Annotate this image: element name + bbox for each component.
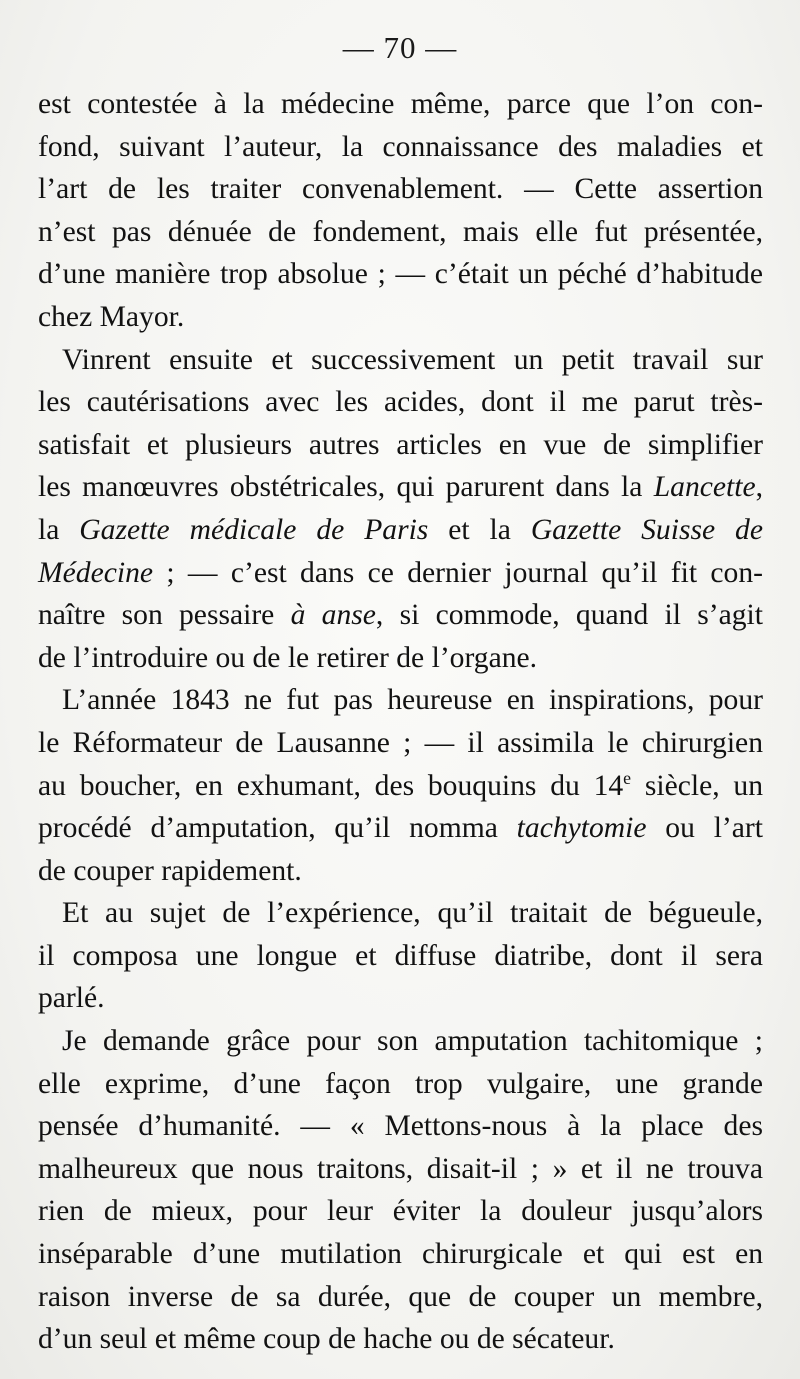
text-line: malheureux que nous traitons, disait-il ; » et il ne trouva <box>38 1152 763 1185</box>
text-line: L’année 1843 ne fut pas heureuse en inspirations, pour <box>62 684 763 717</box>
text-line: pensée d’humanité. — « Mettons-nous à la place des <box>38 1110 763 1143</box>
text-line: satisfait et plusieurs autres articles en vue de simplifier <box>38 428 763 461</box>
emphasis: tachytomie <box>516 812 647 845</box>
text-run: siècle, un <box>631 769 763 802</box>
text-line: d’un seul et même coup de hache ou de sécateur. <box>38 1323 615 1356</box>
text-run: procédé d’amputation, qu’il nomma <box>38 812 517 845</box>
emphasis: à anse <box>290 599 376 632</box>
text-line <box>38 765 763 808</box>
text-run: la <box>38 513 80 546</box>
text-line <box>38 552 763 595</box>
text-line: de couper rapidement. <box>38 854 302 887</box>
text-line: il composa une longue et diffuse diatribe, dont il sera <box>38 939 763 972</box>
paragraph <box>38 892 763 1020</box>
text-line <box>38 807 763 850</box>
text-line: chez Mayor. <box>38 300 185 333</box>
text-run: ; — c’est dans ce dernier journal qu’il fit con- <box>153 556 763 589</box>
paragraph <box>38 679 763 892</box>
text-line: rien de mieux, pour leur éviter la douleur jusqu’alors <box>38 1195 763 1228</box>
journal-title: Lancette <box>653 471 756 504</box>
body-text <box>38 83 763 1361</box>
superscript: e <box>623 767 632 788</box>
journal-title: Gazette médicale de Paris <box>79 513 429 546</box>
text-line: de l’introduire ou de le retirer de l’organe. <box>38 641 538 674</box>
text-line: inséparable d’une mutilation chirurgicale et qui est en <box>38 1238 763 1271</box>
text-line <box>38 466 763 509</box>
text-line: n’est pas dénuée de fondement, mais elle fut présentée, <box>38 215 763 248</box>
text-line: Vinrent ensuite et successivement un petit travail sur <box>62 343 763 376</box>
text-run: au boucher, en exhumant, des bouquins du 14 <box>38 769 624 802</box>
text-line: fond, suivant l’auteur, la connaissance des maladies et <box>38 130 763 163</box>
journal-title: Médecine <box>38 556 154 589</box>
text-run: et la <box>428 513 531 546</box>
text-line: Et au sujet de l’expérience, qu’il traitait de bégueule, <box>62 897 763 930</box>
text-line: le Réformateur de Lausanne ; — il assimila le chirurgien <box>38 726 763 759</box>
text-run: les manœuvres obstétricales, qui parurent dans la <box>38 471 654 504</box>
text-line: d’une manière trop absolue ; — c’était un péché d’habitude <box>38 258 763 291</box>
text-line <box>38 594 763 637</box>
text-run: ou l’art <box>646 812 763 845</box>
paragraph <box>38 1020 763 1361</box>
text-run: , si commode, quand il s’agit <box>375 599 763 632</box>
paragraph <box>38 83 763 339</box>
text-line: est contestée à la médecine même, parce que l’on con- <box>38 88 763 120</box>
text-line: Je demande grâce pour son amputation tachitomique ; <box>62 1025 763 1058</box>
text-run: , <box>755 471 763 504</box>
text-line: elle exprime, d’une façon trop vulgaire, une grande <box>38 1067 763 1100</box>
text-line: les cautérisations avec les acides, dont il me parut très- <box>38 386 763 419</box>
text-line: l’art de les traiter convenablement. — Cette assertion <box>38 173 763 206</box>
text-line: parlé. <box>38 982 105 1015</box>
journal-title: Gazette Suisse de <box>530 513 763 546</box>
paragraph <box>38 339 763 680</box>
text-run: naître son pessaire <box>38 599 291 632</box>
text-line: raison inverse de sa durée, que de couper un membre, <box>38 1280 763 1313</box>
text-line <box>38 509 763 552</box>
page-number: — 70 — <box>342 30 458 65</box>
